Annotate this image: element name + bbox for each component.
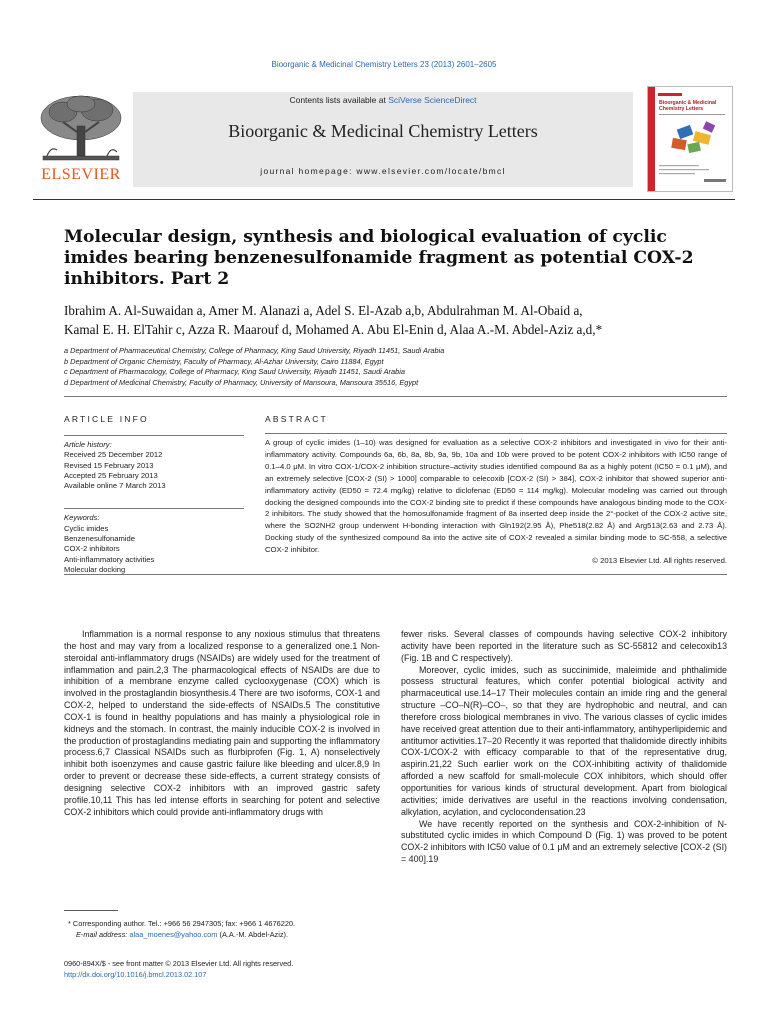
body-paragraph: fewer risks. Several classes of compounds having selective COX-2 inhibitory activity have been reported in the literature such as SC-55812 and celecoxib13 (Fig. 1B and C respectively). <box>401 629 727 663</box>
affiliations <box>64 346 724 388</box>
contents-available-line <box>133 95 633 105</box>
body-paragraph: We have recently reported on the synthesis and COX-2-inhibition of N-substituted cyclic imides in which Compound D (Fig. 1) was proved to be potent COX-2 inhibitors with IC50 value of 0.1 μM and an extremely selective [COX-2 (SI) = 400].19 <box>401 818 727 865</box>
keyword: Benzenesulfonamide <box>64 534 135 544</box>
body-paragraph: Inflammation is a normal response to any noxious stimulus that threatens the host and may vary from a localized response to a generalized one.1 Non-steroidal anti-inflammatory drugs (NSAIDs) are widely used for the treatment of inflammation and pain.2,3 The pharmacological effects of NSAIDs are due to inhibition of a membrane enzyme called cyclooxygenase (COX) which is involved in the prostaglandin biosynthesis.4 There are two isoforms, COX-1 and COX-2, helped to understand the side-effects of NSAIDs.5 The constitutive COX-1 is found in healthy populations and has mainly a physiological role in kidneys and the stomach. In contrast, the mainly inducible COX-2 is involved in the production of prostaglandins mediating pain and supporting the inflammatory process.6,7 Classical NSAIDs such as flurbiprofen (Fig. 1, A) nonselectively inhibit both isoenzymes and cause gastric failure like bleeding and ulcer.8,9 In order to prevent or decrease these side-effects, a current strategy consists of designing selective COX-2 inhibitors with an improved gastric safety profile.10,11 This has led intense efforts in searching for potent and selective COX-2 inhibitors which could provide anti-inflammatory drugs with <box>64 629 380 817</box>
abstract-rule <box>265 433 727 434</box>
history-revised: Revised 15 February 2013 <box>64 460 154 470</box>
body-paragraph: Moreover, cyclic imides, such as succinimide, maleimide and phthalimide possess structural features, which confer potential biological activity and pharmaceutical use.14–17 Their molecules contain an imide ring and the general structure –CO–N(R)–CO–, so that they are hydrophobic and neutral, and can therefore cross biological membranes in vivo. The various classes of cyclic imides have received great attention due to their anti-inflammatory, antihyperlipidemic and antitumor activities.17–20 Recently it was reported that thalidomide directly inhibits COX-1/COX-2 with efficacy comparable to that of the representative drug, aspirin.21,22 Such earlier work on the COX-inhibiting activity of thalidomide afforded a new scaffold for small-molecule COX inhibitors, which should offer opportunities for various kinds of structural development. Apart from biological activities; imide derivatives are useful in the reactions involving condensation, alkylation, acylation, and cyclocondensation.23 <box>401 664 727 817</box>
history-accepted: Accepted 25 February 2013 <box>64 470 158 480</box>
journal-homepage[interactable]: journal homepage: www.elsevier.com/locate/bmcl <box>260 166 506 176</box>
article-info <box>64 435 244 575</box>
keyword: Anti-inflammatory activities <box>64 554 155 564</box>
keyword: Molecular docking <box>64 564 126 574</box>
corresponding-author-line: * Corresponding author. Tel.: +966 56 2947305; fax: +966 1 4676220. <box>68 919 296 928</box>
history-label: Article history: <box>64 440 112 449</box>
keywords-label: Keywords: <box>64 513 100 523</box>
email-link[interactable]: alaa_moenes@yahoo.com <box>129 930 218 939</box>
abstract-text: A group of cyclic imides (1–10) was designed for evaluation as a selective COX-2 inhibitors and investigated in vivo for their anti-inflammatory activity. Compounds 6a, 6b, 8a, 8b, 9a, 9b, 10a and 10b were proved to be potent COX-2 inhibitors with IC50 range of 0.1–4.0 μM. In vitro COX-1/COX-2 inhibition structure–activity studies identified compound 8a as a highly potent (IC50 = 0.1 μM), and an extremely selective [COX-2 (SI) > 1000] comparable to celecoxib [COX-2 (SI) > 384], COX-2 inhibitor that showed superior anti-inflammatory activity (ED50 = 72.4 mg/kg) relative to diclofenac (ED50 = 114 mg/kg). Molecular modeling was carried out through docking the designed compounds into the COX-2 binding site to predict if these compounds have analogous binding mode to the COX-2 inhibitors. The study showed that the homosulfonamide fragment of 8a inserted deep inside the 2°-pocket of the COX-2 active site, where the SO2NH2 group underwent H-bonding interaction with Gln192(2.95 Å), Phe518(2.82 Å) and Arg513(2.63 and 2.73 Å). Docking study of the synthesized compound 8a into the active site of COX-2 revealed a similar binding mode to SC-558, a selective COX-2 inhibitor. <box>265 438 727 555</box>
affiliation-rule <box>64 396 727 397</box>
copyright-notice: © 2013 Elsevier Ltd. All rights reserved. <box>592 556 727 565</box>
abstract-heading: ABSTRACT <box>265 414 328 424</box>
journal-title: Bioorganic & Medicinal Chemistry Letters <box>228 121 538 141</box>
cover-title-text: Bioorganic & Medicinal <box>659 100 717 106</box>
journal-reference[interactable]: Bioorganic & Medicinal Chemistry Letters 23 (2013) 2601–2605 <box>271 60 497 69</box>
body-column-right <box>401 629 727 866</box>
svg-text:Chemistry Letters: Chemistry Letters <box>659 106 704 112</box>
sciencedirect-link[interactable]: SciVerse ScienceDirect <box>388 95 477 105</box>
affiliation-d: d Department of Medicinal Chemistry, Faculty of Pharmacy, University of Mansoura, Mansoura 35516, Egypt <box>64 377 419 387</box>
issn-line: 0960-894X/$ - see front matter © 2013 Elsevier Ltd. All rights reserved. <box>64 959 294 968</box>
authors-line-1: Ibrahim A. Al-Suwaidan a, Amer M. Alanazi a, Adel S. El-Azab a,b, Abdulrahman M. Al-Obaid a, <box>64 303 583 318</box>
keyword: COX-2 inhibitors <box>64 544 120 554</box>
authors-line-2: Kamal E. H. ElTahir c, Azza R. Maarouf d, Mohamed A. Abu El-Enin d, Alaa A.-M. Abdel-Aziz a,d,* <box>64 322 603 337</box>
affiliation-c: c Department of Pharmacology, College of Pharmacy, King Saud University, Riyadh 11451, Saudi Arabia <box>64 367 405 376</box>
publisher-name: ELSEVIER <box>41 166 121 183</box>
keyword: Cyclic imides <box>64 523 109 533</box>
paper-title: Molecular design, synthesis and biological evaluation of cyclic imides bearing benzenesulfonamide fragment as potential COX-2 inhibitors. Part 2 <box>64 227 694 289</box>
corresponding-author-footnote <box>64 918 384 940</box>
journal-cover-thumbnail <box>647 86 733 192</box>
doi-link[interactable]: http://dx.doi.org/10.1016/j.bmcl.2013.02.107 <box>64 970 207 979</box>
email-suffix: (A.A.-M. Abdel-Aziz). <box>217 930 289 939</box>
author-list <box>64 301 724 339</box>
keywords-rule <box>64 508 244 509</box>
article-info-rule <box>64 435 244 436</box>
affiliation-a: a Department of Pharmaceutical Chemistry, College of Pharmacy, King Saud University, Riyadh 11451, Saudi Arabia <box>64 346 445 355</box>
abstract-bottom-rule <box>64 574 727 575</box>
publication-meta <box>64 958 404 980</box>
header-rule <box>33 199 735 200</box>
email-label: E-mail address: <box>76 930 130 939</box>
article-info-heading: ARTICLE INFO <box>64 414 149 424</box>
history-received: Received 25 December 2012 <box>64 450 163 460</box>
history-online: Available online 7 March 2013 <box>64 481 166 491</box>
footnote-rule <box>64 910 118 911</box>
body-column-left <box>64 629 380 819</box>
email-line <box>64 929 384 940</box>
affiliation-b: b Department of Organic Chemistry, Faculty of Pharmacy, Al-Azhar University, Cairo 11884, Egypt <box>64 356 384 366</box>
contents-prefix: Contents lists available at <box>289 95 389 105</box>
